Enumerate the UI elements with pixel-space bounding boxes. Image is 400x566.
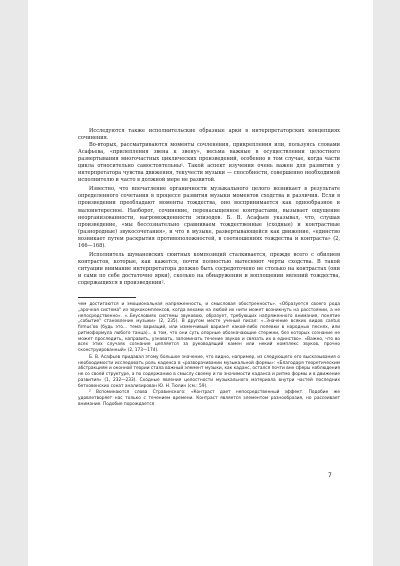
document-page	[28, 0, 373, 566]
paragraph-1: Исследуются также исполнительские образные арки в интерпретаторских концепциях сочинения.	[78, 128, 340, 142]
footnote-3: ² Вспоминаются слова Стравинского: «Контраст дает непосредственный эффект. Подобие же удовлетворяет нас только с течением времени. Контраст является элементом разнообразия, но рассеивает внимание. Подобие порождается	[78, 390, 340, 407]
footnote-1: чем достигаются и эмоциональная напряженность, и смысловая обостренность». «Образуется своего рода „арочная система" из звукокомплексов, когда вехами на любой их нити может возникнуть на расстоянии, а не непосредственно». «..Беусловиях системы звуковою, образует, требующих напряженного внимания, понятие „событие" становление музыки» (2, 235). В другом месте ученый писал: «..Значение всяких видов cantus firmus'ов (будь это... тема вариаций, или изменчивый вариант какой-либо попевки в народных песнях, или ритмоформула любого танца)... в том, что они суть опорные обозначающие стержни, без которых сознание не может проследить, направить, узнавать, запоминать течение звуков и связать их в единство». «Важно, что во всех этих случаях сознание цепляется за руководящий камен или некий комплекс звуков, прочно сконструированный» (2, 173—174).	[78, 302, 340, 354]
text-column	[78, 128, 340, 408]
paragraph-4: Исполнитель шумановских сюитных композиций сталкивается, прежде всего с обилием контрастов, которые, как кажется, почти полностью вытесняют черты сходства. В такой ситуации внимание интерпретатора должно быть сосредоточено не столько на контрастах (они и сами по себе достаточно ярки), сколько на обнаружении и воплощении явлений тождества, содержащихся в произведении².	[78, 251, 340, 286]
page-number: 7	[328, 472, 332, 479]
paragraph-3: Известно, что впечатление органичности музыкального целого возникает в результате определенного сочетания в процессе развития музыки моментов сходства и различия. Если в произведении преобладают моменты тождества, оно воспринимается как однообразное и малоинтересное. Наоборот, сочинение, перенасыщенное контрастами, вызывает ощущение неорганизованности, нагроможденности эпизодов. Б. В. Асафьев указывал, что, слушая произведение, «мы бессознательно сравниваем тождественные (сходные) и контрастные (разнородные) звукосочетания», и что в музыке, развертывающейся как движение, «единство возникает путем раскрытия противоположностей, в соотношениях тождества и контраста» (2, 166—168).	[78, 186, 340, 249]
footnote-2: Б. В. Асафьев придавал этому большое значение, что видно, например, из следующего его высказывания о необходимости исследовать роль каденса в «разворачивании музыкальной формы»: «Благодаря теоретическим абстракциям и оконной теории стала важный элемент музыки, как каданс, остался почти вне сферы наблюдения не со своей структуре, а по содержанию в смыслу своему и по значимости каданса и ритмо формы и в движение развития» (1, 232—233). Сходные явления целостности музыкального материала внутри частей последних бетховенских сонат анализирован Ю. Н. Тюлин (см.: 59).	[78, 354, 340, 389]
paragraph-2: Во-вторых, рассматриваются моменты сочленения, прикрепления или, пользуясь словами Асафьева, «прилепления звена к звену», весьма важные в осуществлении целостного развертывания многочастных циклических произведений, особенно в том случае, когда части цикла относительно самостоятельны¹. Такой аспект изучения очень важен для развития у интерпретатора чувства движения, текучести музыки — способности, совершенно необходимой исполнителю и часто в должной мере не развитой.	[78, 142, 340, 184]
footnote-rule	[78, 297, 136, 298]
